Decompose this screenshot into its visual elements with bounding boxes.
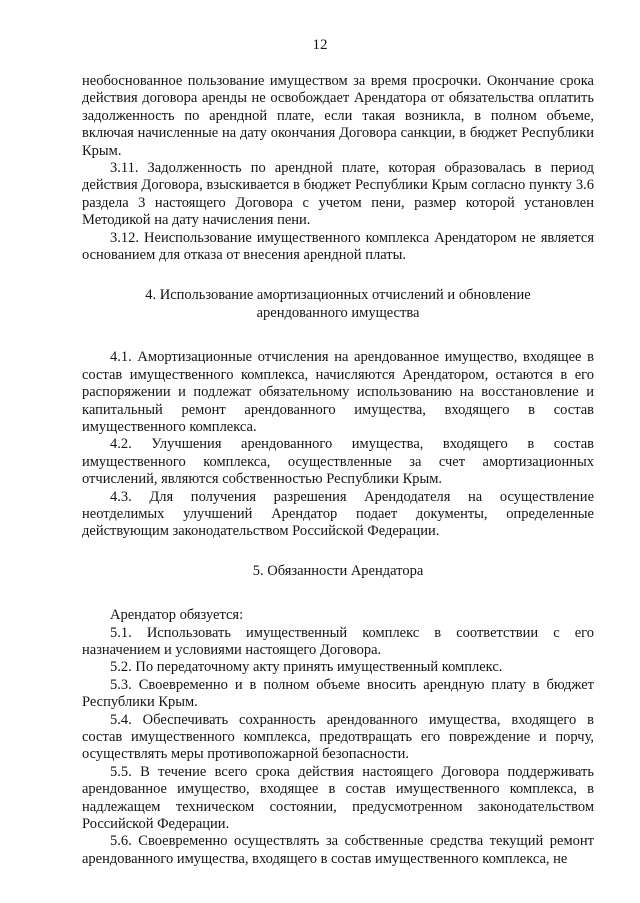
paragraph-5-6: 5.6. Своевременно осуществлять за собственные средства текущий ремонт арендованного имущества, входящего в состав имущественного комплекса, не [82,833,594,867]
paragraph-continuation: необоснованное пользование имуществом за время просрочки. Окончание срока действия договора аренды не освобождает Арендатора от обязательства оплатить задолженность по арендной плате, если такая возникла, в полном объеме, включая начисленные на дату окончания Договора санкции, в бюджет Республики Крым. [82,73,594,159]
paragraph-5-4: 5.4. Обеспечивать сохранность арендованного имущества, входящего в состав имущественного комплекса, предотвращать его повреждение и порчу, осуществлять меры противопожарной безопасности. [82,711,594,763]
paragraph-5-1: 5.1. Использовать имущественный комплекс в соответствии с его назначением и условиями настоящего Договора. [82,624,594,658]
paragraph-5-5: 5.5. В течение всего срока действия настоящего Договора поддерживать арендованное имущество, входящее в состав имущественного комплекса, в надлежащем техническом состоянии, предусмотренном законодательством Российской Федерации. [82,763,594,833]
section-4-title-line-1: 4. Использование амортизационных отчислений и обновление [145,287,531,304]
section-5-heading: 5. Обязанности Арендатора [252,562,424,579]
page-number: 12 [312,37,328,53]
paragraph-4-2: 4.2. Улучшения арендованного имущества, входящего в состав имущественного комплекса, осуществленные за счет амортизационных отчислений, являются собственностью Республики Крым. [82,436,594,488]
section-5-intro: Арендатор обязуется: [110,607,244,624]
paragraph-4-1: 4.1. Амортизационные отчисления на арендованное имущество, входящее в состав имущественного комплекса, начисляются Арендатором, остаются в его распоряжении и подлежат обязательному использованию на восстановление и капитальный ремонт арендованного имущества, входящего в состав имущественного комплекса. [82,349,594,435]
section-4-title-line-2: арендованного имущества [256,304,420,321]
paragraph-5-2: 5.2. По передаточному акту принять имущественный комплекс. [110,659,503,676]
document-body [82,73,594,868]
section-4-heading [82,287,594,322]
paragraph-3-12: 3.12. Неиспользование имущественного комплекса Арендатором не является основанием для отказа от внесения арендной платы. [82,229,594,264]
paragraph-5-3: 5.3. Своевременно и в полном объеме вносить арендную плату в бюджет Республики Крым. [82,676,594,711]
paragraph-4-3: 4.3. Для получения разрешения Арендодателя на осуществление неотделимых улучшений Арендатор подает документы, определенные действующим законодательством Российской Федерации. [82,488,594,540]
paragraph-3-11: 3.11. Задолженность по арендной плате, которая образовалась в период действия Договора, взыскивается в бюджет Республики Крым согласно пункту 3.6 раздела 3 настоящего Договора с учетом пени, размер которой установлен Методикой на дату начисления пени. [82,160,594,229]
